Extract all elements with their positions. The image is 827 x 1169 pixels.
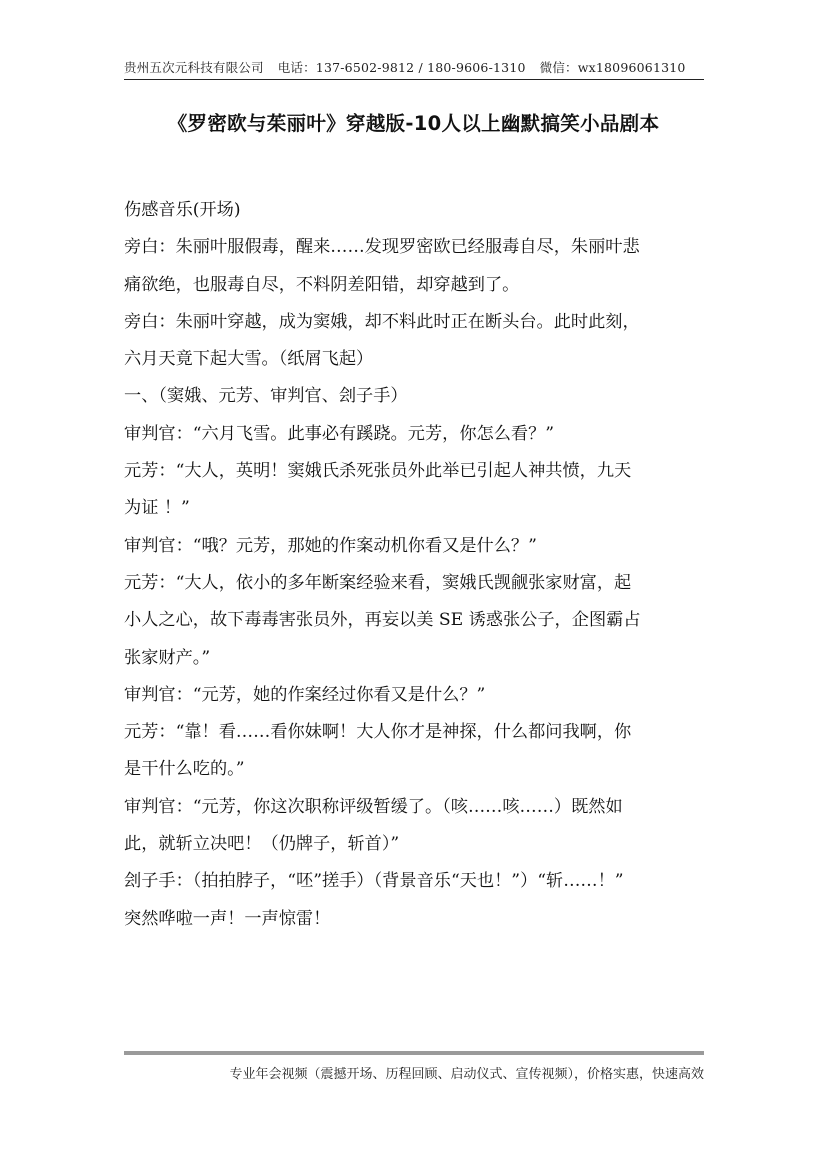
script-line: 六月天竟下起大雪。（纸屑飞起） [124, 349, 374, 370]
script-line: 为证 ！” [124, 498, 190, 519]
script-line: 审判官：“元芳，她的作案经过你看又是什么？” [124, 684, 486, 705]
script-line: 元芳：“靠！看……看你妹啊！大人你才是神探，什么都问我啊，你 [124, 722, 632, 743]
script-line: 旁白：朱丽叶穿越，成为窦娥，却不料此时正在断头台。此时此刻， [124, 311, 640, 332]
script-line: 此，就斩立决吧！（仍牌子，斩首）” [124, 834, 400, 855]
script-line: 刽子手：（拍拍脖子，“呸”搓手）（背景音乐“天也！”）“斩……！” [124, 871, 624, 892]
script-line: 伤感音乐(开场) [124, 200, 241, 220]
script-line: 元芳：“大人，英明！窦娥氏杀死张员外此举已引起人神共愤，九天 [124, 461, 632, 482]
script-line: 突然哗啦一声！一声惊雷！ [124, 908, 331, 929]
header-wechat: 微信：wx18096061310 [539, 60, 686, 75]
script-body [124, 192, 708, 938]
footer-divider [124, 1051, 704, 1055]
script-line: 审判官：“哦？元芳，那她的作案动机你看又是什么？” [124, 535, 537, 556]
script-line: 小人之心，故下毒毒害张员外，再妄以美 SE 诱惑张公子，企图霸占 [124, 610, 641, 631]
header-phone: 电话：137-6502-9812 / 180-9606-1310 [277, 60, 526, 75]
header-company: 贵州五次元科技有限公司 [124, 60, 264, 75]
script-line: 痛欲绝，也服毒自尽，不料阴差阳错，却穿越到了。 [124, 274, 520, 295]
script-line: 元芳：“大人，依小的多年断案经验来看，窦娥氏觊觎张家财富，起 [124, 572, 632, 593]
script-line: 旁白：朱丽叶服假毒，醒来……发现罗密欧已经服毒自尽，朱丽叶悲 [124, 237, 640, 258]
script-line: 是干什么吃的。” [124, 759, 245, 780]
document-title: 《罗密欧与茱丽叶》穿越版-10人以上幽默搞笑小品剧本 [167, 112, 660, 135]
page-header [124, 58, 704, 80]
script-line: 张家财产。” [124, 647, 211, 668]
script-line: 一、（窦娥、元芳、审判官、刽子手） [124, 386, 408, 407]
page-footer: 专业年会视频（震撼开场、历程回顾、启动仪式、宣传视频），价格实惠，快速高效 [229, 1067, 704, 1082]
script-line: 审判官：“六月飞雪。此事必有蹊跷。元芳，你怎么看？” [124, 423, 555, 444]
script-line: 审判官：“元芳，你这次职称评级暂缓了。（咳……咳……）既然如 [124, 796, 623, 817]
